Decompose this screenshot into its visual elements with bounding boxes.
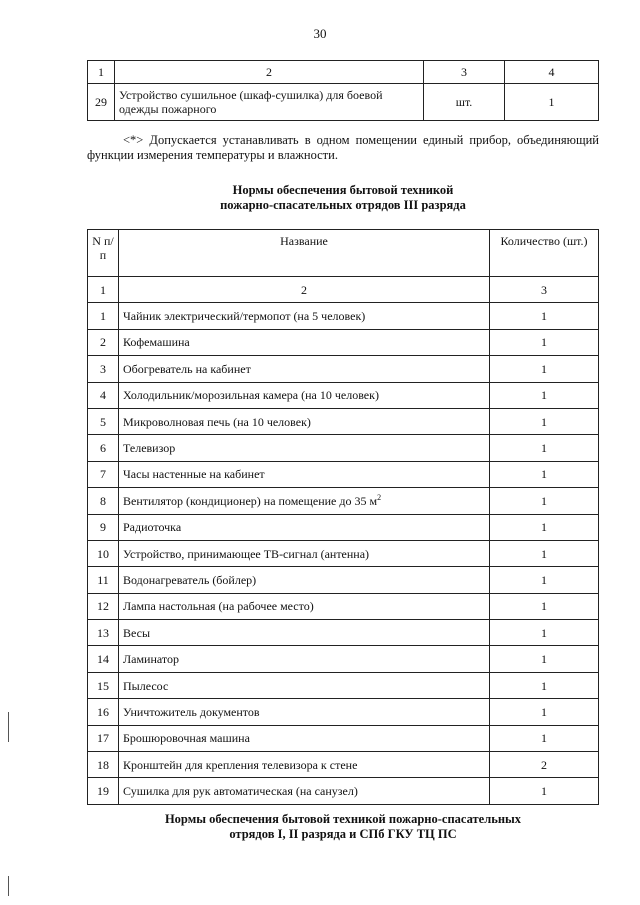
table-row bbox=[88, 329, 599, 355]
row-number: 11 bbox=[88, 567, 119, 593]
footnote: <*> Допускается устанавливать в одном помещении единый прибор, объединяющий функции измерения температуры и влажности. bbox=[87, 133, 599, 162]
table-column-numbers-row bbox=[88, 277, 599, 303]
row-name-text: Радиоточка bbox=[123, 520, 182, 535]
row-number: 10 bbox=[88, 540, 119, 566]
section-title-line: отрядов I, II разряда и СПб ГКУ ТЦ ПС bbox=[229, 827, 457, 841]
row-name bbox=[119, 382, 490, 408]
table-row bbox=[88, 461, 599, 487]
row-name bbox=[119, 778, 490, 804]
table-row bbox=[88, 672, 599, 698]
row-name bbox=[119, 540, 490, 566]
row-name-text: Весы bbox=[123, 625, 151, 640]
table-row bbox=[88, 646, 599, 672]
row-number: 9 bbox=[88, 514, 119, 540]
table-row bbox=[88, 84, 599, 121]
row-name-text: Уничтожитель документов bbox=[123, 704, 260, 719]
section-title-line: пожарно-спасательных отрядов III разряда bbox=[220, 198, 466, 212]
row-quantity: 1 bbox=[505, 84, 599, 121]
row-number: 2 bbox=[88, 329, 119, 355]
row-name bbox=[119, 567, 490, 593]
table-row bbox=[88, 593, 599, 619]
row-name bbox=[119, 356, 490, 382]
col-number-3: 3 bbox=[490, 277, 599, 303]
table-row bbox=[88, 514, 599, 540]
row-quantity: 1 bbox=[490, 303, 599, 329]
row-name-text: Пылесос bbox=[123, 678, 169, 693]
table-row bbox=[88, 752, 599, 778]
row-number: 3 bbox=[88, 356, 119, 382]
col-number-1: 1 bbox=[88, 277, 119, 303]
row-name bbox=[119, 646, 490, 672]
section-title-line: Нормы обеспечения бытовой техникой пожарно-спасательных bbox=[164, 812, 522, 826]
row-quantity: 1 bbox=[490, 725, 599, 751]
row-name-text: Вентилятор (кондиционер) на помещение до 35 м bbox=[123, 493, 378, 508]
table-row bbox=[88, 699, 599, 725]
row-name-text: Устройство, принимающее ТВ-сигнал (антенна) bbox=[123, 546, 370, 561]
row-number: 7 bbox=[88, 461, 119, 487]
row-name bbox=[119, 408, 490, 434]
table-header-row bbox=[88, 230, 599, 277]
row-number: 12 bbox=[88, 593, 119, 619]
row-name: Устройство сушильное (шкаф-сушилка) для боевой одежды пожарного bbox=[115, 84, 424, 121]
row-quantity: 1 bbox=[490, 488, 599, 514]
row-name bbox=[119, 514, 490, 540]
row-name bbox=[119, 699, 490, 725]
row-number: 14 bbox=[88, 646, 119, 672]
table-row bbox=[88, 356, 599, 382]
row-number: 5 bbox=[88, 408, 119, 434]
section-title-line: Нормы обеспечения бытовой техникой bbox=[232, 183, 454, 197]
row-number: 4 bbox=[88, 382, 119, 408]
table-row bbox=[88, 540, 599, 566]
row-quantity: 1 bbox=[490, 435, 599, 461]
row-name-text: Микроволновая печь (на 10 человек) bbox=[123, 414, 311, 429]
row-name bbox=[119, 593, 490, 619]
row-name bbox=[119, 725, 490, 751]
header-number: N п/п bbox=[88, 230, 119, 277]
row-name-text: Брошюровочная машина bbox=[123, 731, 250, 746]
row-number: 1 bbox=[88, 303, 119, 329]
row-quantity: 1 bbox=[490, 540, 599, 566]
section-title-iii-rank bbox=[87, 183, 599, 213]
table-row bbox=[88, 382, 599, 408]
row-name-superscript: 2 bbox=[377, 492, 382, 502]
row-quantity: 2 bbox=[490, 752, 599, 778]
continuation-table bbox=[87, 60, 599, 121]
page-number: 30 bbox=[313, 26, 327, 41]
table-body bbox=[88, 303, 599, 804]
row-unit: шт. bbox=[424, 84, 505, 121]
table-row bbox=[88, 620, 599, 646]
row-quantity: 1 bbox=[490, 567, 599, 593]
row-quantity: 1 bbox=[490, 672, 599, 698]
row-quantity: 1 bbox=[490, 461, 599, 487]
row-quantity: 1 bbox=[490, 514, 599, 540]
table-row bbox=[88, 725, 599, 751]
table-row bbox=[88, 303, 599, 329]
row-quantity: 1 bbox=[490, 382, 599, 408]
row-name bbox=[119, 461, 490, 487]
row-name bbox=[119, 488, 490, 514]
row-quantity: 1 bbox=[490, 329, 599, 355]
row-name-text: Ламинатор bbox=[123, 652, 180, 667]
scan-margin-mark bbox=[8, 876, 9, 896]
row-quantity: 1 bbox=[490, 620, 599, 646]
scan-margin-mark bbox=[8, 712, 9, 742]
row-name bbox=[119, 672, 490, 698]
row-number: 19 bbox=[88, 778, 119, 804]
row-number: 16 bbox=[88, 699, 119, 725]
row-name-text: Кофемашина bbox=[123, 335, 190, 350]
header-quantity: Количество (шт.) bbox=[490, 230, 599, 277]
row-name-text: Водонагреватель (бойлер) bbox=[123, 572, 257, 587]
row-number: 18 bbox=[88, 752, 119, 778]
row-name-text: Обогреватель на кабинет bbox=[123, 361, 251, 376]
row-name-text: Телевизор bbox=[123, 441, 176, 456]
col-number-3: 3 bbox=[424, 61, 505, 84]
col-number-4: 4 bbox=[505, 61, 599, 84]
table-row bbox=[88, 408, 599, 434]
row-name bbox=[119, 620, 490, 646]
row-number: 6 bbox=[88, 435, 119, 461]
col-number-1: 1 bbox=[88, 61, 115, 84]
row-name-text: Чайник электрический/термопот (на 5 человек) bbox=[123, 309, 366, 324]
table-row bbox=[88, 488, 599, 514]
table-row bbox=[88, 778, 599, 804]
row-number: 8 bbox=[88, 488, 119, 514]
row-name-text: Кронштейн для крепления телевизора к стене bbox=[123, 757, 358, 772]
row-name-text: Лампа настольная (на рабочее место) bbox=[123, 599, 314, 614]
row-quantity: 1 bbox=[490, 593, 599, 619]
row-quantity: 1 bbox=[490, 356, 599, 382]
row-name bbox=[119, 303, 490, 329]
row-quantity: 1 bbox=[490, 778, 599, 804]
row-name-text: Сушилка для рук автоматическая (на санузел) bbox=[123, 784, 358, 799]
table-column-numbers-row bbox=[88, 61, 599, 84]
row-number: 17 bbox=[88, 725, 119, 751]
header-name: Название bbox=[119, 230, 490, 277]
col-number-2: 2 bbox=[119, 277, 490, 303]
section-title-i-ii-rank bbox=[87, 812, 599, 842]
row-name bbox=[119, 329, 490, 355]
row-name-text: Часы настенные на кабинет bbox=[123, 467, 265, 482]
table-row bbox=[88, 435, 599, 461]
row-quantity: 1 bbox=[490, 699, 599, 725]
row-number: 13 bbox=[88, 620, 119, 646]
appliance-norms-table bbox=[87, 229, 599, 805]
row-name-text: Холодильник/морозильная камера (на 10 человек) bbox=[123, 388, 379, 403]
row-quantity: 1 bbox=[490, 408, 599, 434]
row-number: 15 bbox=[88, 672, 119, 698]
row-name bbox=[119, 435, 490, 461]
row-quantity: 1 bbox=[490, 646, 599, 672]
row-name bbox=[119, 752, 490, 778]
row-number: 29 bbox=[88, 84, 115, 121]
table-row bbox=[88, 567, 599, 593]
col-number-2: 2 bbox=[115, 61, 424, 84]
